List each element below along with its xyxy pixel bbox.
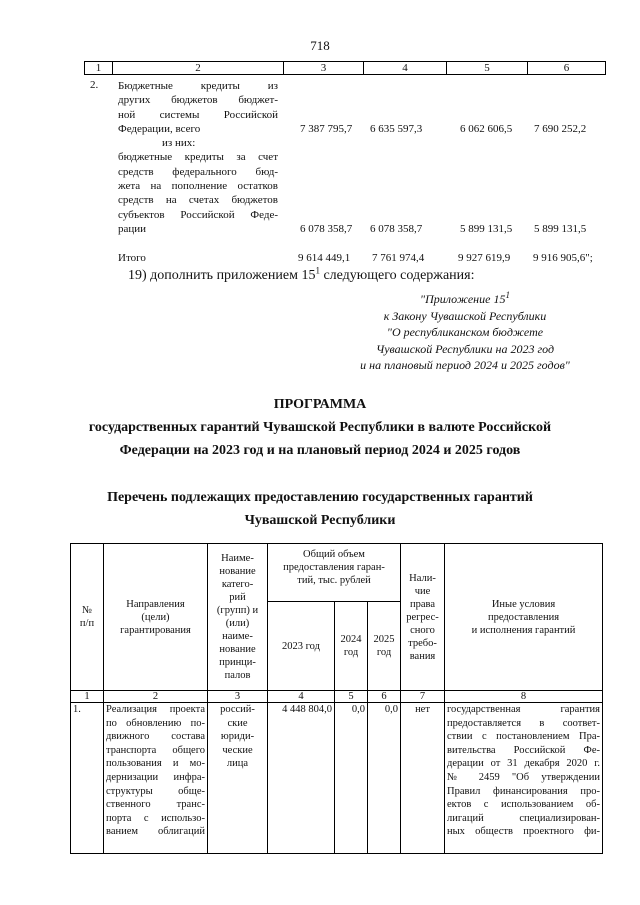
top-table-body (84, 74, 603, 274)
annex-line: к Закону Чувашской Республики (383, 308, 547, 323)
desc-line: Федерации, всего (118, 122, 201, 135)
col-number: 7 (401, 691, 445, 703)
row-category: россий- ские юриди- ческие лица (208, 703, 268, 854)
col-number: 1 (71, 691, 104, 703)
list-title: Перечень подлежащих предоставлению государственных гарантий (107, 490, 533, 505)
annex-line: и на плановый период 2024 и 2025 годов" (360, 358, 570, 372)
itogo-value-2025: 9 927 619,9 (458, 252, 511, 264)
sub-value-2024: 6 078 358,7 (370, 223, 423, 235)
top-col-num: 3 (284, 62, 364, 75)
top-col-num: 5 (447, 62, 528, 75)
row-value-2025: 0,0 (368, 703, 401, 854)
top-col-num: 1 (85, 62, 113, 75)
top-col-num: 6 (528, 62, 606, 75)
row-value-2023: 4 448 804,0 (268, 703, 335, 854)
row-regress: нет (401, 703, 445, 854)
amendment-sup: 1 (315, 265, 320, 276)
table-row (71, 703, 603, 854)
desc-line: средств на счетах бюджетов (118, 194, 278, 207)
list-title: Чувашской Республики (244, 513, 396, 528)
row-description (118, 79, 278, 236)
top-table-header (84, 61, 606, 75)
header-volume: Общий объем предоставления гаран- тий, тыс. рублей (268, 544, 401, 602)
desc-line: ной системы Российской (118, 108, 278, 121)
col-number: 2 (104, 691, 208, 703)
header-2023: 2023 год (268, 602, 335, 691)
desc-line: из них: (162, 137, 196, 150)
total-value-2026: 7 690 252,2 (534, 123, 587, 135)
sub-value-2025: 5 899 131,5 (460, 223, 513, 235)
desc-line: жета на пополнение остатков (118, 180, 278, 193)
amendment-text-after: следующего содержания: (319, 268, 475, 283)
desc-line: Бюджетные кредиты из (118, 80, 278, 92)
header-direction: Направления (цели) гарантирования (104, 544, 208, 691)
itogo-value-2024: 7 761 974,4 (372, 252, 425, 264)
desc-line: средств федерального бюд- (118, 165, 278, 178)
annex-line: "О республиканском бюджете (386, 325, 544, 339)
desc-line: рации (118, 222, 147, 235)
sub-value-2026: 5 899 131,5 (534, 223, 587, 235)
total-value-2025: 6 062 606,5 (460, 123, 513, 135)
header-2025: 2025 год (368, 602, 401, 691)
col-number: 4 (268, 691, 335, 703)
header-2024: 2024 год (335, 602, 368, 691)
program-subtitle: Федерации на 2023 год и на плановый период 2024 и 2025 годов (119, 443, 521, 458)
desc-line: других бюджетов бюджет- (118, 94, 278, 107)
program-title: ПРОГРАММА (273, 397, 367, 412)
row-num: 1. (71, 703, 104, 854)
desc-line: субъектов Российской Феде- (118, 208, 278, 221)
total-value-2023: 7 387 795,7 (300, 123, 353, 135)
itogo-value-2023: 9 614 449,1 (298, 252, 351, 264)
row-index: 2. (90, 79, 99, 91)
col-number: 5 (335, 691, 368, 703)
col-number: 6 (368, 691, 401, 703)
annex-sup: 1 (505, 290, 510, 300)
row-value-2024: 0,0 (335, 703, 368, 854)
total-value-2024: 6 635 597,3 (370, 123, 423, 135)
header-category: Наиме- нование катего- рий (групп) и (или) наиме- нование принци- палов (208, 544, 268, 691)
row-conditions: государственная гарантия предоставляется в соответ- ствии с постановлением Пра- вительства Российской Фе- дерации от 31 декабря 2020 г. № 2459 "Об утверждении Правил финансирования про- ектов с использованием об- лигаций специализирован- ных обществ проектного фи- (445, 703, 603, 854)
annex-title: "Приложение 15 (420, 292, 506, 306)
row-direction: Реализация проекта по обновлению по- движного состава транспорта общего пользования и мо- дернизации инфра- структуры обще- ственного транс- порта с использо- ванием облигаций (104, 703, 208, 854)
itogo-value-2026: 9 916 905,6"; (533, 252, 593, 264)
top-col-num: 2 (113, 62, 284, 75)
header-num: № п/п (71, 544, 104, 691)
amendment-text: 19) дополнить приложением 15 (128, 268, 316, 283)
header-other-conditions: Иные условия предоставления и исполнения гарантий (445, 544, 603, 691)
annex-line: Чувашской Республики на 2023 год (375, 341, 555, 356)
program-subtitle: государственных гарантий Чувашской Республики в валюте Российской (88, 420, 552, 435)
annex-block (320, 291, 610, 374)
col-number: 3 (208, 691, 268, 703)
header-regress: Нали- чие права регрес- сного требо- вания (401, 544, 445, 691)
desc-line: бюджетные кредиты за счет (118, 151, 278, 164)
page-number: 718 (310, 38, 330, 53)
itogo-label: Итого (118, 252, 146, 264)
guarantees-table (70, 543, 603, 854)
sub-value-2023: 6 078 358,7 (300, 223, 353, 235)
top-col-num: 4 (364, 62, 447, 75)
amendment-line (128, 265, 475, 284)
col-number: 8 (445, 691, 603, 703)
